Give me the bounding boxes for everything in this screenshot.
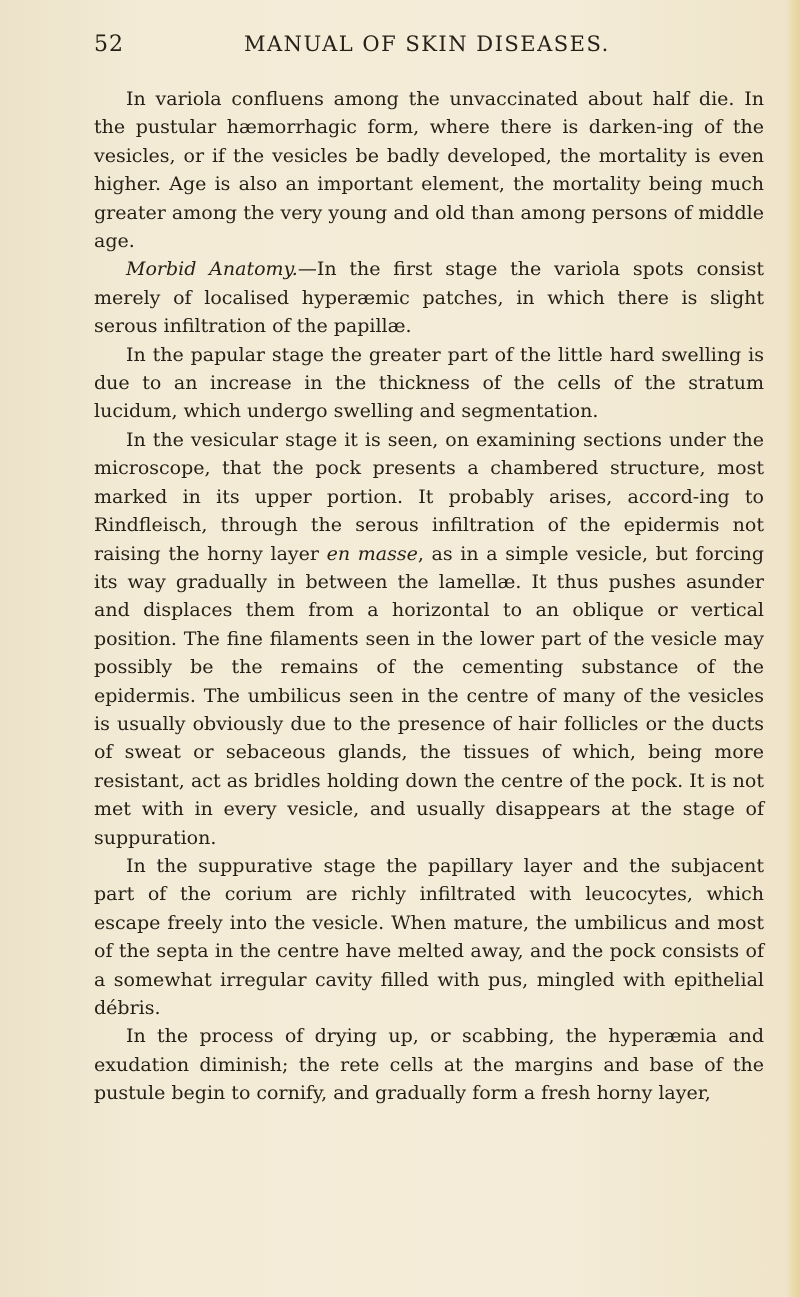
vesicular-italic-phrase: en masse	[326, 542, 418, 565]
paragraph-vesicular-stage	[94, 426, 764, 852]
page-edge	[786, 0, 800, 1297]
paragraph-morbid-anatomy	[94, 255, 764, 340]
running-title: MANUAL OF SKIN DISEASES.	[244, 32, 610, 56]
section-heading-morbid-anatomy: Morbid Anatomy.	[126, 258, 298, 281]
body-text	[94, 85, 764, 1108]
paragraph-suppurative-stage: In the suppurative stage the papillary layer and the subjacent part of the corium are richly infiltrated with leucocytes, which escape freely into the vesicle. When mature, the umbilicus and most of the septa in the centre have melted away, and the pock consists of a somewhat irregular cavity filled with pus, mingled with epithelial débris.	[94, 854, 764, 1019]
paragraph-drying-stage: In the process of drying up, or scabbing, the hyperæmia and exudation diminish; the rete cells at the margins and base of the pustule begin to cornify, and gradually form a fresh horny layer,	[94, 1025, 764, 1105]
morbid-anatomy-text: —In the first stage the variola spots consist merely of localised hyperæmic patches, in which there is slight serous infiltration of the papillæ.	[94, 258, 764, 338]
paragraph-mortality: In variola confluens among the unvaccinated about half die. In the pustular hæmorrhagic form, where there is darken-ing of the vesicles, or if the vesicles be badly developed, the mortality is even higher. Age is also an important element, the mortality being much greater among the very young and old than among persons of middle age.	[94, 88, 764, 253]
vesicular-text-b: , as in a simple vesicle, but forcing its way gradually in between the lamellæ. It thus pushes asunder and displaces them from a horizontal to an oblique or vertical position. The fine filaments seen in the lower part of the vesicle may possibly be the remains of the cementing substance of the epidermis. The umbilicus seen in the centre of many of the vesicles is usually obviously due to the presence of hair follicles or the ducts of sweat or sebaceous glands, the tissues of which, being more resistant, act as bridles holding down the centre of the pock. It is not met with in every vesicle, and usually disappears at the stage of suppuration.	[94, 542, 764, 849]
page-number: 52	[94, 32, 124, 57]
paragraph-papular-stage: In the papular stage the greater part of the little hard swelling is due to an increase in the thickness of the cells of the stratum lucidum, which undergo swelling and segmentation.	[94, 343, 764, 423]
page-header	[94, 32, 764, 64]
vesicular-text-a: In the vesicular stage it is seen, on examining sections under the microscope, that the pock presents a chambered structure, most marked in its upper portion. It probably arises, accord-ing to Rindfleisch, through the serous infiltration of the epidermis not raising the horny layer	[94, 428, 764, 565]
